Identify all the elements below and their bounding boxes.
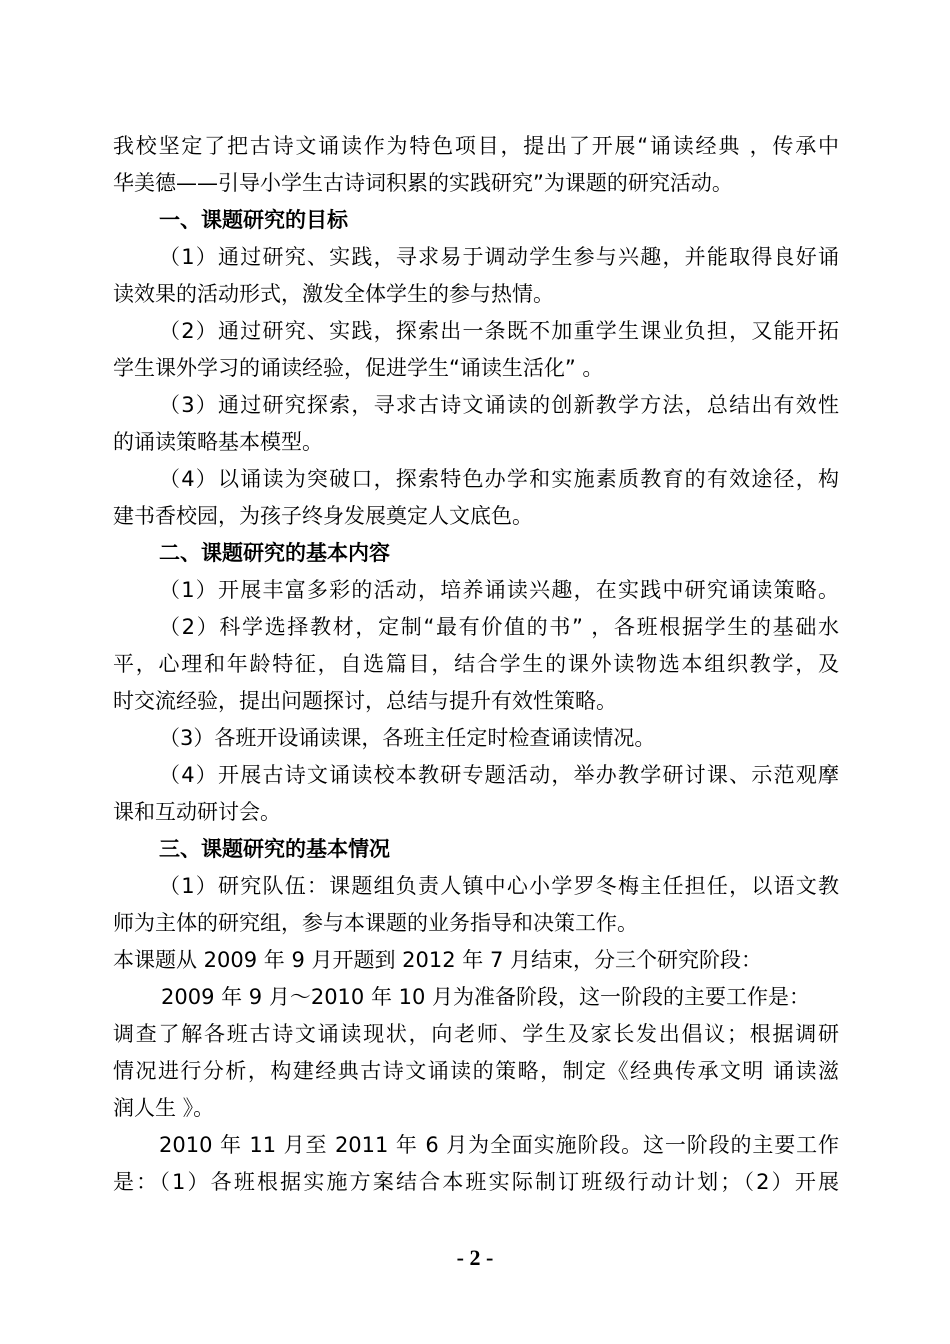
paragraph-line: 建书香校园，为孩子终身发展奠定人文底色。 [113,504,533,528]
paragraph-line: 师为主体的研究组，参与本课题的业务指导和决策工作。 [113,911,638,935]
paragraph-line: 2009 年 9 月～2010 年 10 月为准备阶段，这一阶段的主要工作是： [161,985,811,1009]
paragraph-line: 2010 年 11 月至 2011 年 6 月为全面实施阶段。这一阶段的主要工作 [159,1133,839,1157]
paragraph-line: 我校坚定了把古诗文诵读作为特色项目，提出了开展“诵读经典 ，传承中 [113,134,839,158]
paragraph-line: （4）以诵读为突破口，探索特色办学和实施素质教育的有效途径，构 [159,467,839,491]
paragraph-line: （2）通过研究、实践，探索出一条既不加重学生课业负担，又能开拓 [159,319,839,343]
paragraph-line: 调查了解各班古诗文诵读现状，向老师、学生及家长发出倡议；根据调研 [113,1022,839,1046]
section-heading-situation: 三、课题研究的基本情况 [159,837,390,861]
paragraph-line: 润人生 》。 [113,1096,215,1120]
body-text [113,128,839,1201]
paragraph-line: （1）开展丰富多彩的活动，培养诵读兴趣，在实践中研究诵读策略。 [159,578,839,602]
paragraph-line: 情况进行分析，构建经典古诗文诵读的策略，制定《经典传承文明 诵读滋 [113,1059,839,1083]
paragraph-line: （3）各班开设诵读课，各班主任定时检查诵读情况。 [159,726,656,750]
paragraph-line: （1）研究队伍：课题组负责人镇中心小学罗冬梅主任担任，以语文教 [159,874,839,898]
paragraph-line: 华美德——引导小学生古诗词积累的实践研究”为课题的研究活动。 [113,171,733,195]
paragraph-line: （4）开展古诗文诵读校本教研专题活动，举办教学研讨课、示范观摩 [159,763,839,787]
paragraph-line: 课和互动研讨会。 [113,800,281,824]
page-number: - 2 - [456,1245,494,1270]
paragraph-line: 是：（1）各班根据实施方案结合本班实际制订班级行动计划；（2）开展 [113,1170,839,1194]
paragraph-line: 学生课外学习的诵读经验，促进学生“诵读生活化” 。 [113,356,604,380]
paragraph-line: 读效果的活动形式，激发全体学生的参与热情。 [113,282,554,306]
paragraph-line: 平，心理和年龄特征，自选篇目，结合学生的课外读物选本组织教学，及 [113,652,839,676]
paragraph-line: （2）科学选择教材，定制“最有价值的书” ，各班根据学生的基础水 [159,615,839,639]
paragraph-line: 时交流经验，提出问题探讨，总结与提升有效性策略。 [113,689,617,713]
paragraph-line: （1）通过研究、实践，寻求易于调动学生参与兴趣，并能取得良好诵 [159,245,839,269]
section-heading-content: 二、课题研究的基本内容 [159,541,390,565]
paragraph-line: 的诵读策略基本模型。 [113,430,323,454]
section-heading-goals: 一、课题研究的目标 [159,208,348,232]
paragraph-line: 本课题从 2009 年 9 月开题到 2012 年 7 月结束，分三个研究阶段： [113,948,763,972]
paragraph-line: （3）通过研究探索，寻求古诗文诵读的创新教学方法，总结出有效性 [159,393,839,417]
